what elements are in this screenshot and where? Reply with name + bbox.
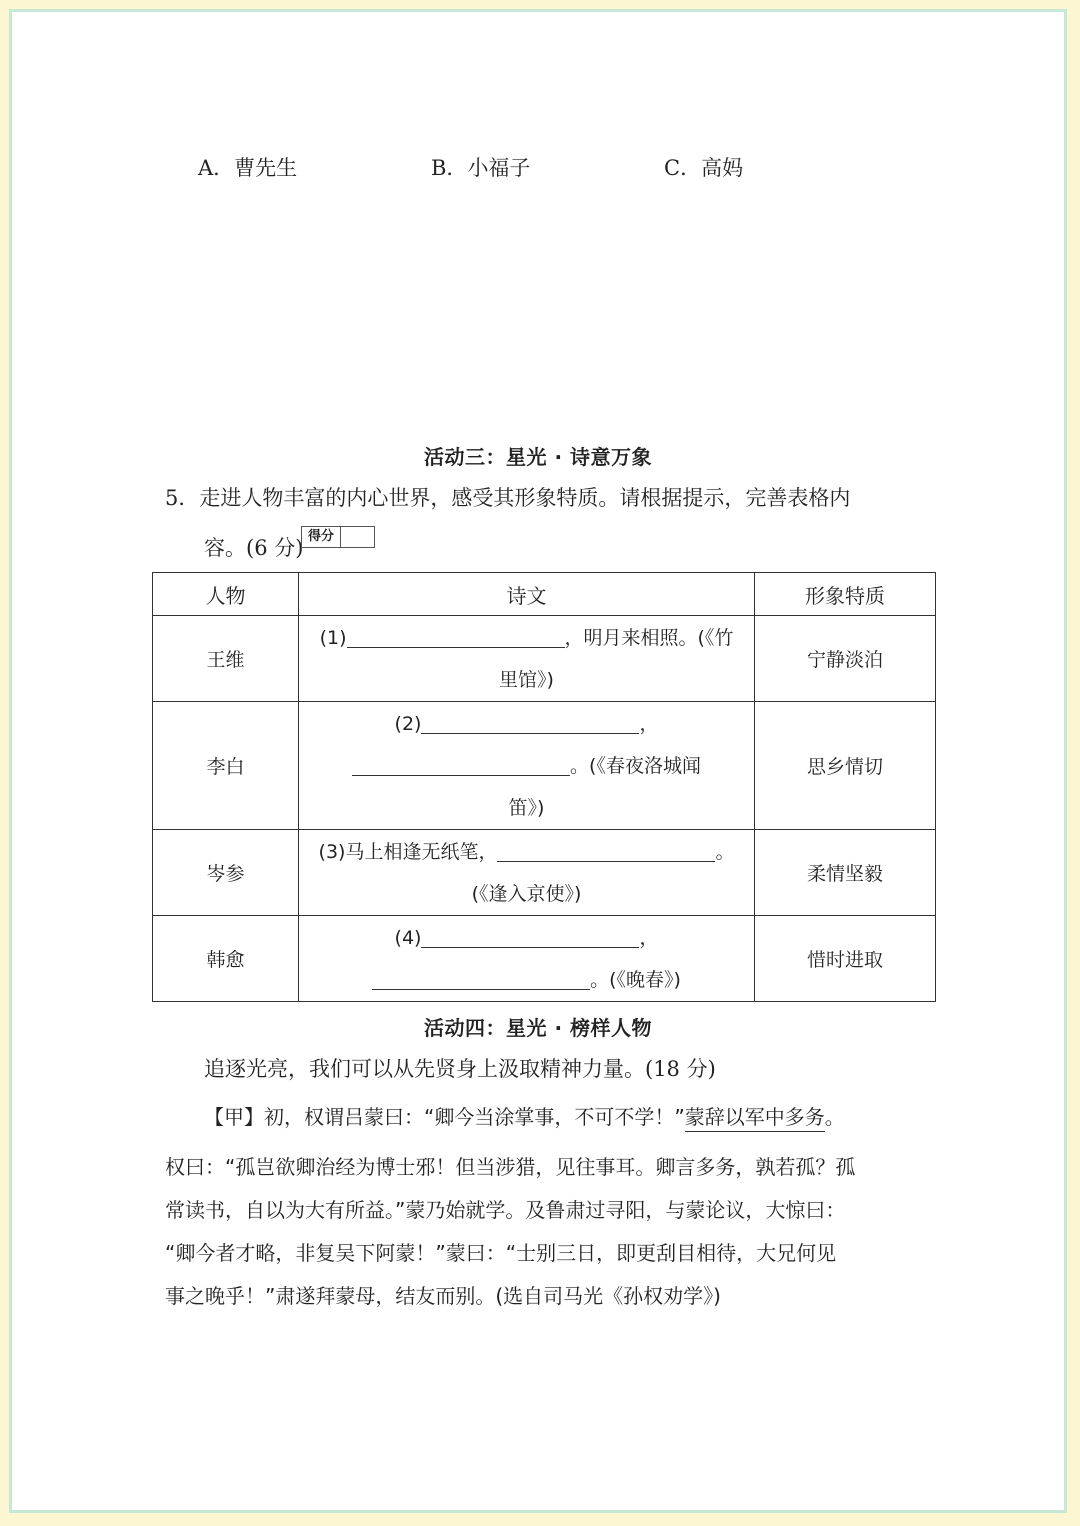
option-b: B．小福子 [431,156,531,180]
table-header-row [153,573,936,616]
table-row [153,916,936,1002]
cell-poem: (1) ，明月来相照。(《竹 里馆》) [299,616,755,702]
score-label: 得分 [302,527,341,547]
answer-blank[interactable] [352,753,570,776]
option-c: C．高妈 [664,156,744,180]
table-row [153,702,936,830]
passage-line: “卿今者才略，非复吴下阿蒙！”蒙曰：“士别三日，即更刮目相待，大兄何见 [165,1241,837,1265]
underlined-phrase: 蒙辞以军中多务 [685,1105,825,1132]
activity4-intro: 追逐光亮，我们可以从先贤身上汲取精神力量。(18 分) [204,1057,716,1081]
cell-trait: 思乡情切 [755,702,936,830]
cell-poem: (3)马上相逢无纸笔， 。 (《逢入京使》) [299,830,755,916]
header-poem: 诗文 [299,573,755,616]
cell-trait: 宁静淡泊 [755,616,936,702]
option-a: A．曹先生 [198,156,298,180]
passage-label: 【甲】 [204,1105,264,1129]
cell-poem: (4) ， 。(《晚春》) [299,916,755,1002]
passage-line: 常读书，自以为大有所益。”蒙乃始就学。及鲁肃过寻阳，与蒙论议，大惊曰： [165,1198,846,1222]
question5-line2: 容。(6 分) [204,536,304,560]
answer-blank[interactable] [421,711,639,734]
cell-poem: (2) ， 。(《春夜洛城闻 笛》) [299,702,755,830]
poem-table [152,572,936,1002]
cell-trait: 柔情坚毅 [755,830,936,916]
passage-line: 权曰：“孤岂欲卿治经为博士邪！但当涉猎，见往事耳。卿言多务，孰若孤？孤 [165,1155,856,1179]
cell-trait: 惜时进取 [755,916,936,1002]
header-trait: 形象特质 [755,573,936,616]
answer-blank[interactable] [421,925,639,948]
cell-person: 王维 [153,616,299,702]
answer-blank[interactable] [347,625,565,648]
passage-line: 【甲】初，权谓吕蒙曰：“卿今当涂掌事，不可不学！”蒙辞以军中多务。 [204,1101,845,1130]
cell-person: 岑参 [153,830,299,916]
cell-person: 韩愈 [153,916,299,1002]
exam-page [9,9,1067,1513]
passage-line: 事之晚乎！”肃遂拜蒙母，结友而别。(选自司马光《孙权劝学》) [165,1284,721,1308]
answer-blank[interactable] [497,839,715,862]
question5-line1: 5．走进人物丰富的内心世界，感受其形象特质。请根据提示，完善表格内 [165,486,851,510]
table-row [153,830,936,916]
answer-blank[interactable] [372,967,590,990]
table-row [153,616,936,702]
score-box [301,526,375,548]
header-person: 人物 [153,573,299,616]
activity3-title: 活动三：星光 · 诗意万象 [424,445,653,469]
activity4-title: 活动四：星光 · 榜样人物 [424,1016,653,1040]
cell-person: 李白 [153,702,299,830]
